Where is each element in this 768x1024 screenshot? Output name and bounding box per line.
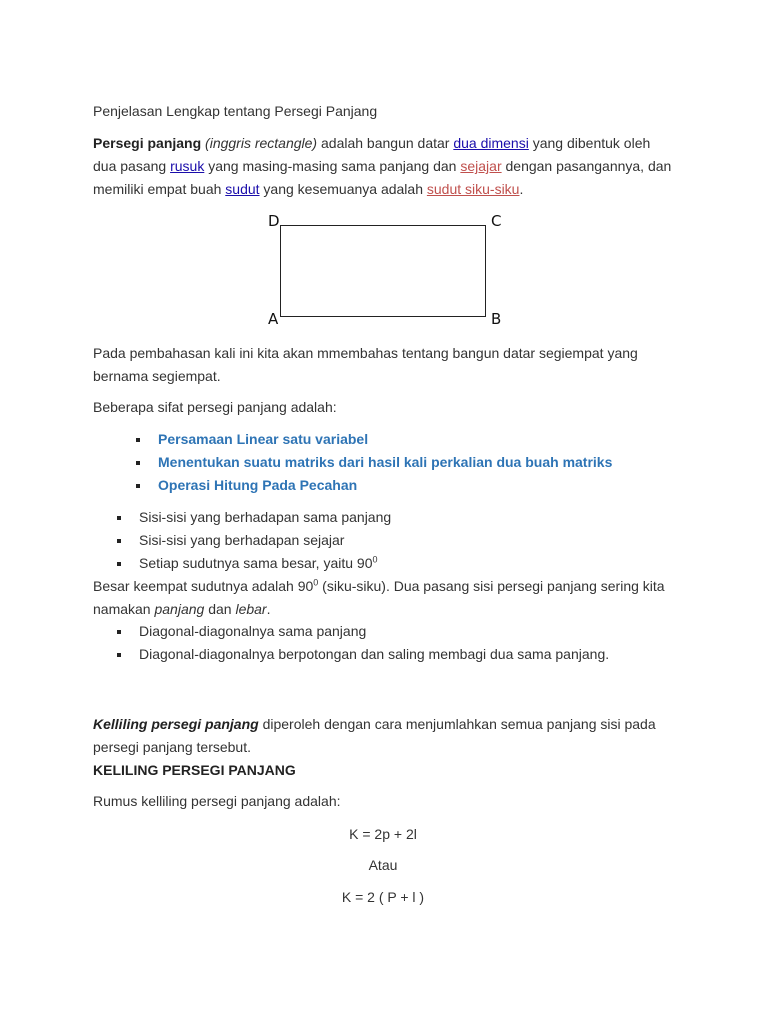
rumus-intro: Rumus kelliling persegi panjang adalah: — [93, 793, 341, 809]
besar-dan: dan — [204, 601, 236, 617]
link-sudut-siku-siku[interactable]: sudut siku-siku — [426, 181, 520, 197]
formula-atau: Atau — [368, 857, 398, 873]
related-link-item[interactable]: Menentukan suatu matriks dari hasil kali perkalian dua buah matriks — [93, 451, 673, 474]
intro-text-2: yang dibentuk oleh dua pasang — [93, 135, 651, 174]
formula-keliling-2: K = 2 ( P + l ) — [341, 889, 425, 905]
besar-text-1: Besar keempat sudutnya adalah 90 — [93, 578, 314, 594]
besar-end: . — [266, 601, 271, 617]
list-item: Diagonal-diagonalnya berpotongan dan saling membagi dua sama panjang. — [93, 643, 673, 666]
vertex-label-d: D — [268, 212, 280, 230]
intro-text-4: dengan pasangannya, dan memiliki empat buah — [93, 158, 672, 197]
vertex-label-c: C — [491, 212, 502, 230]
term-persegi-panjang: Persegi panjang — [93, 135, 202, 151]
paragraph-pembahasan: Pada pembahasan kali ini kita akan mmembahas tentang bangun datar segiempat yang bernama segiempat. — [93, 345, 638, 384]
link-rusuk[interactable]: rusuk — [170, 158, 205, 174]
sifat-heading: Beberapa sifat persegi panjang adalah: — [93, 399, 337, 415]
vertex-label-a: A — [268, 310, 279, 328]
link-sudut[interactable]: sudut — [225, 181, 260, 197]
intro-text-5: yang kesemuanya adalah — [259, 181, 427, 197]
list-item — [93, 552, 673, 575]
degree-mark: 0 — [372, 554, 378, 565]
term-keliling: Kelliling persegi panjang — [93, 716, 259, 732]
term-panjang: panjang — [154, 601, 205, 617]
link-sejajar[interactable]: sejajar — [460, 158, 502, 174]
list-item — [93, 529, 673, 552]
list-item-text: Sisi-sisi yang berhadapan sejajar — [139, 532, 345, 548]
intro-paragraph — [93, 132, 673, 201]
paragraph-besar-sudut — [93, 575, 673, 621]
intro-text-1: adalah bangun datar — [317, 135, 454, 151]
intro-text-3: yang masing-masing sama panjang dan — [204, 158, 461, 174]
rectangle-figure — [266, 210, 506, 330]
formula-keliling-1: K = 2p + 2l — [349, 826, 417, 842]
related-links-list — [93, 428, 673, 497]
page-title: Penjelasan Lengkap tentang Persegi Panjang — [93, 103, 378, 119]
list-item: Diagonal-diagonalnya sama panjang — [93, 620, 673, 643]
sifat-list — [93, 506, 673, 575]
term-lebar: lebar — [235, 601, 267, 617]
list-item — [93, 506, 673, 529]
english-term: (inggris rectangle) — [205, 135, 318, 151]
keliling-heading: KELILING PERSEGI PANJANG — [93, 762, 296, 778]
keliling-text: diperoleh dengan cara menjumlahkan semua panjang sisi pada persegi panjang tersebut. — [93, 716, 656, 755]
intro-text-6: . — [519, 181, 524, 197]
degree-mark: 0 — [313, 577, 319, 588]
list-item-text: Sisi-sisi yang berhadapan sama panjang — [139, 509, 392, 525]
besar-text-2: (siku-siku). Dua pasang sisi persegi panjang sering kita namakan — [93, 578, 665, 617]
list-item-text: Setiap sudutnya sama besar, yaitu 90 — [139, 555, 373, 571]
related-link-item[interactable]: Operasi Hitung Pada Pecahan — [93, 474, 673, 497]
rectangle-shape — [280, 225, 486, 317]
vertex-label-b: B — [491, 310, 502, 328]
link-dua-dimensi[interactable]: dua dimensi — [453, 135, 529, 151]
diagonal-list — [93, 620, 673, 666]
paragraph-keliling — [93, 713, 673, 759]
related-link-item[interactable]: Persamaan Linear satu variabel — [93, 428, 673, 451]
